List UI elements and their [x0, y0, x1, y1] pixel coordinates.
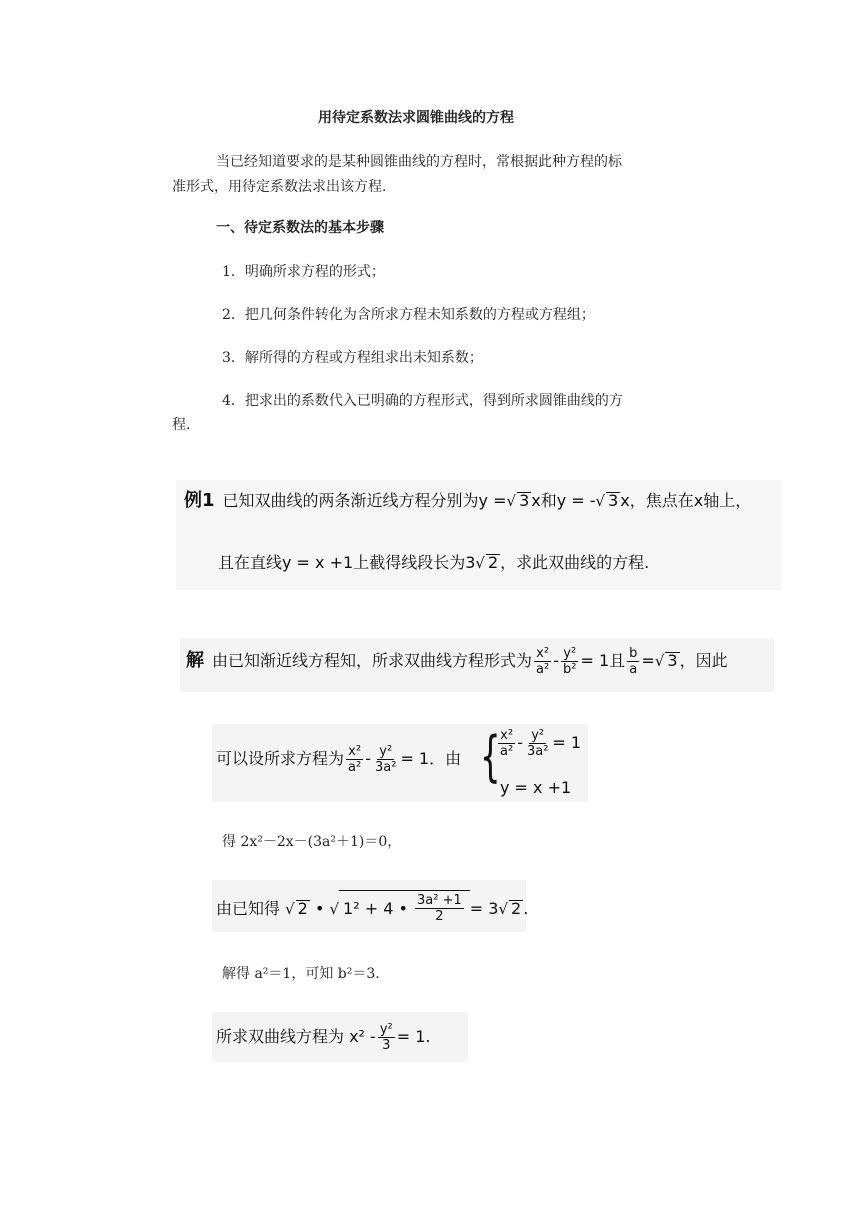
- step-4: 4．把求出的系数代入已明确的方程形式，得到所求圆锥曲线的方: [222, 393, 623, 409]
- example-text-e: ，求此双曲线的方程.: [500, 553, 650, 572]
- example-radicand-2: 3: [608, 491, 619, 510]
- known-rad-a: 1² + 4: [343, 899, 394, 918]
- example-text-d: 且在直线y = x +1上截得线段长为3: [218, 553, 476, 572]
- fraction-denominator: a²: [536, 662, 550, 677]
- example-radicand-1: 3: [519, 491, 530, 510]
- fraction-numerator: x²: [536, 646, 550, 661]
- derive-line: 得 2x²－2x－(3a²＋1)＝0，: [222, 834, 402, 850]
- fraction-numerator: y²: [379, 1022, 393, 1037]
- solution-line-2-image: [212, 724, 588, 802]
- fraction: [534, 646, 551, 677]
- step-1: 1．明确所求方程的形式；: [222, 264, 385, 280]
- example-label: 例1: [184, 490, 215, 511]
- system-eq-2-text: y = x +1: [500, 778, 572, 797]
- answer-line: [216, 1022, 431, 1053]
- fraction-numerator: 3a² +1: [417, 893, 462, 908]
- example-text-a: 已知双曲线的两条渐近线方程分别为y =: [222, 491, 507, 510]
- fraction-denominator: a: [629, 662, 638, 677]
- intro-line-1: 当已经知道要求的是某种圆锥曲线的方程时，常根据此种方程的标: [216, 154, 622, 170]
- fraction-numerator: x²: [500, 728, 514, 743]
- solve-line: 解得 a²＝1，可知 b²＝3.: [222, 966, 380, 982]
- fraction-denominator: b²: [562, 662, 577, 677]
- solution-line-1: [186, 646, 728, 677]
- sqrt-icon: √: [595, 492, 606, 510]
- fraction-denominator: 3a²: [374, 760, 397, 775]
- example-text-c: x，焦点在x轴上，: [620, 491, 752, 510]
- solution-text-e: 可以设所求方程为: [216, 749, 345, 768]
- known-condition-line: [216, 890, 528, 924]
- system-equation-1: [496, 728, 581, 759]
- solution-text-f: = 1．由: [400, 749, 462, 768]
- known-text-b: = 3: [469, 899, 499, 918]
- sqrt-icon: √: [498, 900, 509, 918]
- fraction: [525, 728, 550, 759]
- step-4-continuation: 程.: [172, 417, 191, 433]
- solution-text-d: ，因此: [679, 651, 728, 670]
- step-2: 2．把几何条件转化为含所求方程未知系数的方程或方程组；: [222, 307, 595, 323]
- example-line-2: [218, 550, 649, 573]
- answer-text-a: 所求双曲线方程为 x² -: [216, 1027, 376, 1046]
- fraction: [378, 1022, 395, 1053]
- intro-line-2: 准形式，用待定系数法求出该方程.: [172, 179, 387, 195]
- fraction-denominator: 3a²: [526, 744, 549, 759]
- example-radicand-3: 2: [487, 553, 499, 572]
- minus-sign: -: [553, 651, 559, 670]
- fraction: [346, 744, 363, 775]
- sqrt-icon: √: [285, 900, 295, 918]
- sqrt-icon: √: [654, 652, 665, 670]
- fraction-denominator: a²: [500, 744, 514, 759]
- example-text-b: x和y = -: [531, 491, 596, 510]
- known-radicand-1: 2: [297, 899, 308, 918]
- solution-text-b: = 1且: [580, 651, 626, 670]
- section-heading: 一、待定系数法的基本步骤: [216, 220, 384, 236]
- solution-radicand: 3: [667, 651, 678, 670]
- system-equation-2: [500, 778, 571, 797]
- sqrt-icon: √: [329, 900, 340, 918]
- minus-sign: -: [517, 733, 523, 752]
- known-text-c: .: [523, 899, 529, 918]
- known-condition-image: [212, 880, 529, 932]
- fraction-denominator: a²: [348, 760, 362, 775]
- fraction-numerator: y²: [531, 728, 545, 743]
- solution-line-2: [216, 744, 461, 775]
- sqrt-icon: √: [506, 492, 517, 510]
- known-radicand-2: [339, 890, 470, 924]
- step-3: 3．解所得的方程或方程组求出未知系数；: [222, 350, 483, 366]
- example-line-1: [184, 486, 751, 512]
- fraction-numerator: y²: [563, 646, 577, 661]
- fraction-denominator: 2: [435, 909, 444, 924]
- fraction: [415, 893, 464, 924]
- solution-text-c: =: [641, 651, 655, 670]
- dot-operator: •: [314, 899, 325, 918]
- fraction-numerator: x²: [348, 744, 362, 759]
- dot-operator: •: [398, 899, 408, 918]
- known-radicand-3: 2: [511, 899, 522, 918]
- fraction: [498, 728, 515, 759]
- minus-sign: -: [365, 749, 371, 768]
- sqrt-icon: √: [475, 554, 485, 572]
- answer-text-b: = 1.: [396, 1027, 431, 1046]
- page-title: 用待定系数法求圆锥曲线的方程: [318, 110, 514, 126]
- system-eq-1-rhs: = 1: [552, 733, 582, 752]
- fraction: [561, 646, 578, 677]
- fraction-numerator: b: [629, 646, 638, 661]
- fraction-numerator: y²: [379, 744, 393, 759]
- solution-line-1-image: [180, 638, 774, 692]
- fraction-denominator: 3: [382, 1038, 391, 1053]
- known-text-a: 由已知得: [216, 899, 281, 918]
- left-brace-icon: {: [480, 725, 501, 788]
- fraction: [373, 744, 398, 775]
- solution-label: 解: [186, 650, 204, 671]
- fraction: [627, 646, 639, 677]
- example-image: [176, 480, 782, 590]
- solution-text-a: 由已知渐近线方程知，所求双曲线方程形式为: [212, 651, 533, 670]
- answer-image: [212, 1012, 468, 1062]
